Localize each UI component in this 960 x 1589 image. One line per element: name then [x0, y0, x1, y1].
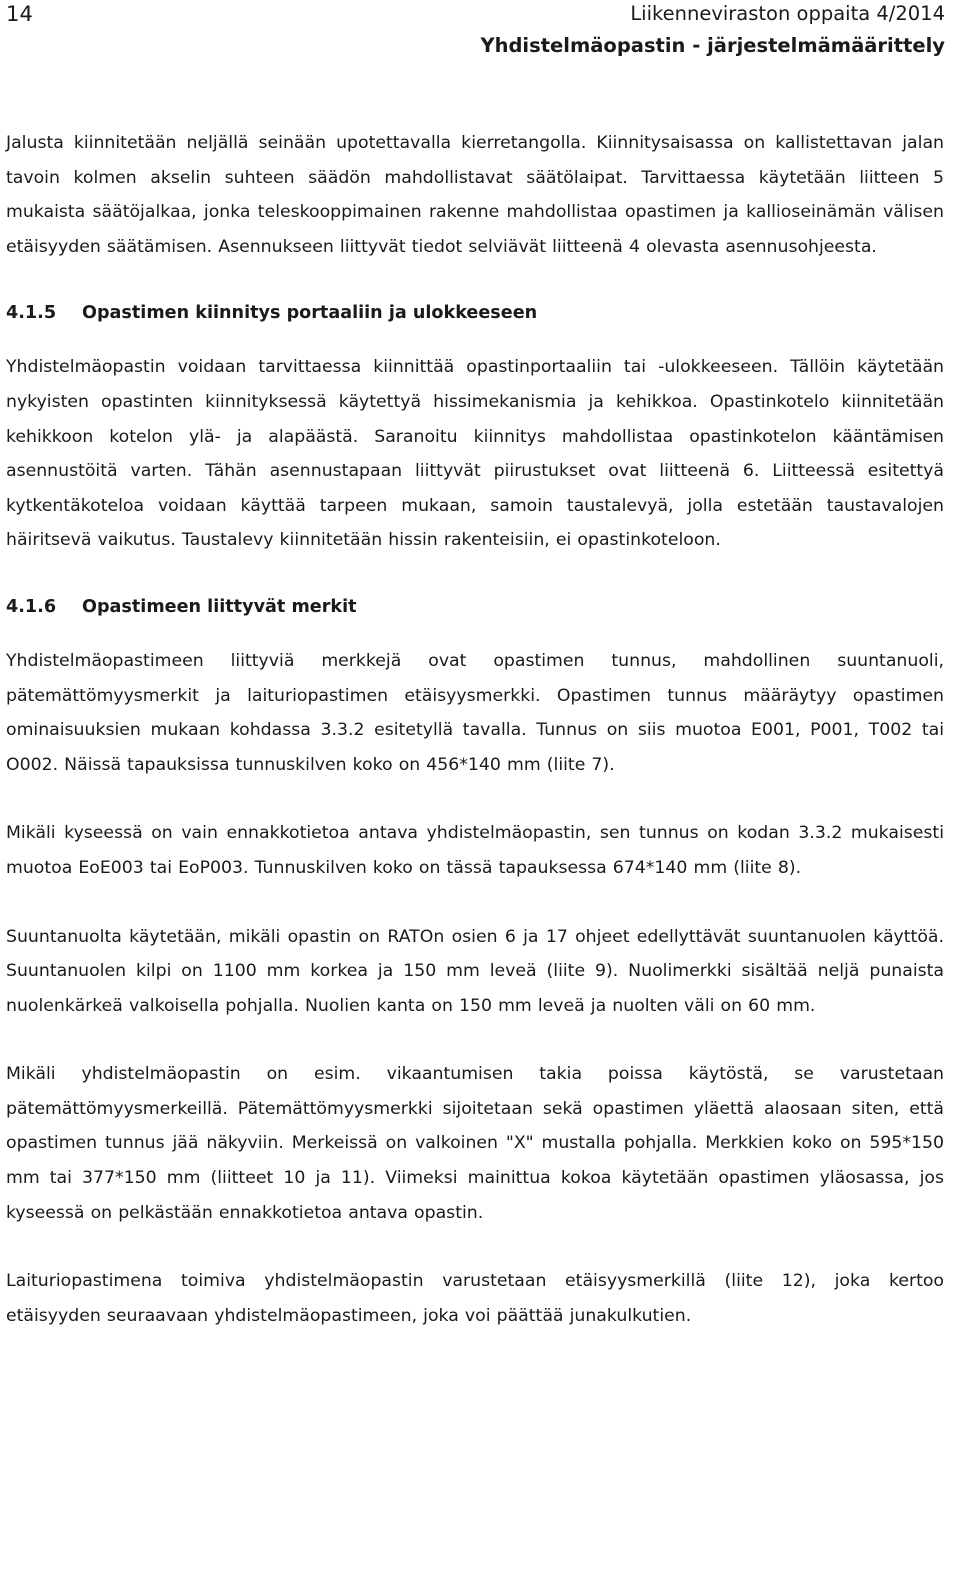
paragraph-distance-sign: Laituriopastimena toimiva yhdistelmäopastin varustetaan etäisyysmerkillä (liite 12), joka kertoo etäisyyden seuraavaan yhdistelmäopastimeen, joka voi päättää junakulkutien.: [6, 1271, 944, 1326]
section-heading-4-1-6: [6, 590, 944, 624]
page-header: [0, 0, 960, 70]
paragraph-portal-mounting: Yhdistelmäopastin voidaan tarvittaessa kiinnittää opastinportaaliin tai -ulokkeeseen. Tällöin käytetään nykyisten opastinten kiinnityksessä käytettyä hissimekanismia ja kehikkoa. Opastinkotelo kiinnitetään kehikkoon kotelon ylä- ja alapäästä. Saranoitu kiinnitys mahdollistaa opastinkotelon kääntämisen asennustöitä varten. Tähän asennustapaan liittyvät piirustukset ovat liitteenä 6. Liitteessä esitettyä kytkentäkoteloa voidaan käyttää tarpeen mukaan, samoin taustalevyä, jolla estetään taustavalojen häiritsevä vaikutus. Taustalevy kiinnitetään hissin rakenteisiin, ei opastinkoteloon.: [6, 357, 944, 551]
section-title: Opastimeen liittyvät merkit: [82, 596, 357, 617]
paragraph-invalid-signs: Mikäli yhdistelmäopastin on esim. vikaantumisen takia poissa käytöstä, se varustetaan pätemättömyysmerkeillä. Pätemättömyysmerkki sijoitetaan sekä opastimen yläettä alaosaan siten, että opastimen tunnus jää näkyviin. Merkeissä on valkoinen "X" mustalla pohjalla. Merkkien koko on 595*150 mm tai 377*150 mm (liitteet 10 ja 11). Viimeksi mainittua kokoa käytetään opastimen yläosassa, jos kyseessä on pelkästään ennakkotietoa antava opastin.: [6, 1064, 944, 1223]
paragraph-direction-arrow: Suuntanuolta käytetään, mikäli opastin on RATOn osien 6 ja 17 ohjeet edellyttävät suuntanuolen käyttöä. Suuntanuolen kilpi on 1100 mm korkea ja 150 mm leveä (liite 9). Nuolimerkki sisältää neljä punaista nuolenkärkeä valkoisella pohjalla. Nuolien kanta on 150 mm leveä ja nuolten väli on 60 mm.: [6, 926, 944, 1016]
page-body: [6, 126, 944, 1333]
section-number: 4.1.6: [6, 596, 57, 617]
paragraph-mounting-bracket: Jalusta kiinnitetään neljällä seinään upotettavalla kierretangolla. Kiinnitysaisassa on kallistettavan jalan tavoin kolmen akselin suhteen säädön mahdollistavat säätölaipat. Tarvittaessa käytetään liitteen 5 mukaista säätöjalkaa, jonka teleskooppimainen rakenne mahdollistaa opastimen ja kallioseinämän välisen etäisyyden säätämisen. Asennukseen liittyvät tiedot selviävät liitteenä 4 olevasta asennusohjeesta.: [6, 133, 944, 257]
document-title: Yhdistelmäopastin - järjestelmämäärittely: [480, 34, 945, 57]
section-title: Opastimen kiinnitys portaaliin ja ulokkeeseen: [82, 303, 538, 324]
paragraph-signal-signs: Yhdistelmäopastimeen liittyviä merkkejä ovat opastimen tunnus, mahdollinen suuntanuoli, pätemättömyysmerkit ja laituriopastimen etäisyysmerkki. Opastimen tunnus määräytyy opastimen ominaisuuksien mukaan kohdassa 3.3.2 esitetyllä tavalla. Tunnus on siis muotoa E001, P001, T002 tai O002. Näissä tapauksissa tunnuskilven koko on 456*140 mm (liite 7).: [6, 650, 944, 775]
section-number: 4.1.5: [6, 303, 57, 324]
publication-title: Liikenneviraston oppaita 4/2014: [630, 2, 945, 25]
page-number: 14: [6, 2, 34, 26]
section-heading-4-1-5: [6, 296, 944, 330]
paragraph-advance-info-signal: Mikäli kyseessä on vain ennakkotietoa antava yhdistelmäopastin, sen tunnus on kodan 3.3.2 mukaisesti muotoa EoE003 tai EoP003. Tunnuskilven koko on tässä tapauksessa 674*140 mm (liite 8).: [6, 823, 944, 878]
